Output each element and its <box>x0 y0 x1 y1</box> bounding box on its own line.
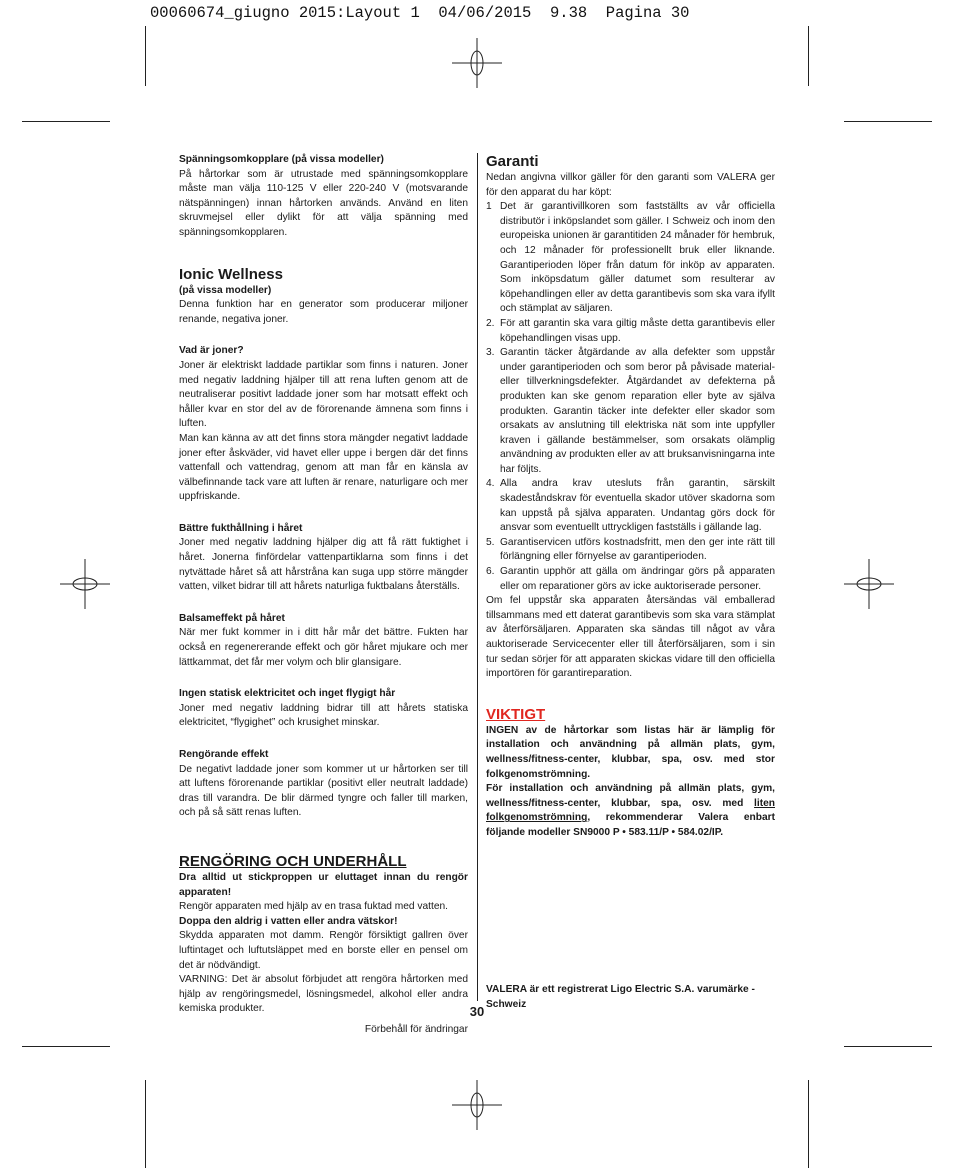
important-text-1: INGEN av de hårtorkar som listas här är lämplig för installation och användning på allmän plats, gym, wellness/fitness-center, klubbar, spa, osv. med stor folkgenomströmning. <box>486 724 775 780</box>
important-title: VIKTIGT <box>486 705 546 723</box>
cleaning-effect-text: De negativt laddade joner som kommer ut ur hårtorken ser till att luftens förorenande partiklar (positivt eller neutralt laddade) dras till varandra. De blir därmed tyngre och faller till marken, och på så sätt renas luften. <box>179 763 468 819</box>
important-text-2 <box>486 782 775 840</box>
crop-mark-bottom-left-vertical <box>145 1080 146 1168</box>
warranty-title: Garanti <box>486 153 539 170</box>
warranty-item <box>486 317 775 346</box>
warranty-item <box>486 536 775 565</box>
trademark-note-wrap <box>486 983 775 1012</box>
important-text-2b: , rekommenderar Valera enbart följande modeller SN9000 P • 583.11/P • 584.02/IP. <box>486 812 775 838</box>
reservation-note: Förbehåll för ändringar <box>364 1023 468 1035</box>
warranty-item-number: 5. <box>486 536 495 548</box>
ionic-wellness-intro: Denna funktion har en generator som producerar miljoner renande, negativa joner. <box>179 299 468 325</box>
right-column <box>486 153 775 841</box>
warranty-item-text: Garantin täcker åtgärdande av alla defekter som uppstår under garantiperioden och som beror på påvisade material- eller tillverkningsdefekter. Åtgärdandet av defekterna på produkten kan ske genom reparation eller byte av själva produkten. Garantin täcker inte defekter eller skador som orsakats av anslutning till elektriska nät som inte uppfyller kraven i gällande bestämmelser, som orsakats olämplig användning av produkten eller av att bruksanvisningarna inte har följts. <box>500 347 775 475</box>
cleaning-warning-text: VARNING: Det är absolut förbjudet att rengöra hårtorken med hjälp av rengöringsmedel, lösningsmedel, alkohol eller andra kemiska produkter. <box>179 974 468 1015</box>
ionic-wellness-title: Ionic Wellness <box>179 265 283 283</box>
crop-mark-top-right-vertical <box>808 26 809 86</box>
warranty-closing: Om fel uppstår ska apparaten återsändas väl emballerad tillsammans med ett daterat garantibevis som ska vara stämplat av återförsäljaren. Apparaten ska sändas till något av våra auktoriserade Servicecenter eller till återförsäljaren, som i sin tur sedan sörjer för att apparaten skickas vidare till den officiella importören för garantireparation. <box>486 595 775 680</box>
warranty-item <box>486 565 775 594</box>
cleaning-text-2: Skydda apparaten mot damm. Rengör försiktigt gallren över luftintaget och luftutsläppet med en borste eller en pensel om det är nödvändigt. <box>179 930 468 971</box>
ionic-wellness-subtitle: (på vissa modeller) <box>179 284 272 296</box>
warranty-item <box>486 477 775 535</box>
crop-mark-bottom-left-horizontal <box>22 1046 110 1047</box>
low-traffic-underlined: liten folkgenomströmning <box>486 797 775 824</box>
left-column <box>179 153 468 1038</box>
important-text-2a: För installation och användning på allmän plats, gym, wellness/fitness-center, klubbar, spa, osv. med <box>486 783 775 809</box>
balsam-heading: Balsameffekt på håret <box>179 612 285 624</box>
warranty-item <box>486 200 775 317</box>
static-text: Joner med negativ laddning bidrar till att hårets statiska elektricitet, “flygighet” och krusighet minskar. <box>179 702 468 729</box>
crop-mark-top-right-horizontal <box>844 121 932 122</box>
warranty-item-number: 1 <box>486 201 492 213</box>
moisture-text: Joner med negativ laddning hjälper dig att få rätt fuktighet i håret. Jonerna finfördelar vattenpartiklarna som finns i det nytvättade håret så att hårstråna kan suga upp större mängder vatten, vilket bidrar till att hårets naturliga fuktbalans återställs. <box>179 537 468 593</box>
warranty-item-number: 4. <box>486 478 495 490</box>
voltage-switch-heading: Spänningsomkopplare (på vissa modeller) <box>179 154 384 165</box>
ions-text-1: Joner är elektriskt laddade partiklar som finns i naturen. Joner med negativ laddning hjälper till att rena luften genom att de neutraliserar positivt laddade joner som har motsatt effekt och håller kvar en stor del av de förorenande ämnena som finns i luften. <box>179 359 468 430</box>
crop-mark-bottom-right-horizontal <box>844 1046 932 1047</box>
ions-heading: Vad är joner? <box>179 345 244 357</box>
static-heading: Ingen statisk elektricitet och inget flygigt hår <box>179 688 396 700</box>
printer-slug-line: 00060674_giugno 2015:Layout 1 04/06/2015 9.38 Pagina 30 <box>150 4 690 22</box>
warranty-item-text: Garantin upphör att gälla om ändringar görs på apparaten eller om reparationer görs av icke auktoriserade personer. <box>500 566 775 592</box>
cleaning-text-1: Rengör apparaten med hjälp av en trasa fuktad med vatten. <box>179 901 449 913</box>
cleaning-maintenance-title: RENGÖRING OCH UNDERHÅLL <box>179 852 407 870</box>
page-number: 30 <box>469 1004 485 1019</box>
registration-mark-bottom <box>428 1080 526 1130</box>
crop-mark-bottom-right-vertical <box>808 1080 809 1168</box>
no-immersion-warning: Doppa den aldrig i vatten eller andra vätskor! <box>179 915 398 927</box>
trademark-note: VALERA är ett registrerat Ligo Electric S.A. varumärke - Schweiz <box>486 984 755 1010</box>
voltage-switch-text: På hårtorkar som är utrustade med spänningsomkopplare måste man välja 110-125 V eller 220-240 V (motsvarande nätspänningen) innan hårtorken används. Använd en liten skruvmejsel eller dylikt för att välja spänning med spänningsomkopplaren. <box>179 168 468 238</box>
unplug-warning: Dra alltid ut stickproppen ur eluttaget innan du rengör apparaten! <box>179 871 468 898</box>
warranty-item-text: Garantiservicen utförs kostnadsfritt, men den ger inte rätt till förlängning eller förnyelse av garantiperioden. <box>500 536 775 563</box>
warranty-item-text: Det är garantivillkoren som fastställts av vår officiella distributör i inköpslandet som gäller. I Schweiz och inom den europeiska unionen är garantitiden 24 månader för hembruk, och 12 månader för professionellt bruk eller liknande. Garantiperioden löper från datum för inköp av apparaten. Som inköpsdatum gäller datumet som resulterar av köpehandlingen eller av detta garantibevis som ska vara ifyllt och stämplat av säljaren. <box>500 201 775 315</box>
warranty-item-number: 6. <box>486 566 495 578</box>
column-divider <box>477 153 478 1001</box>
balsam-text: När mer fukt kommer in i ditt hår mår det bättre. Fukten har också en regenererande effekt och gör håret mjukare och mer lättkammat, det får mer volym och blir glansigare. <box>179 627 468 668</box>
warranty-item-text: Alla andra krav utesluts från garantin, särskilt skadeståndskrav för eventuella skador utöver skadorna som kan uppstå på själva apparaten. Undantag görs dock för ansvar som eventuellt uttryckligen fastställs i gällande lag. <box>500 478 775 534</box>
cleaning-effect-heading: Rengörande effekt <box>179 749 269 760</box>
warranty-item-number: 2. <box>486 317 495 329</box>
crop-mark-top-left-horizontal <box>22 121 110 122</box>
warranty-list <box>486 200 775 594</box>
warranty-item-text: För att garantin ska vara giltig måste detta garantibevis eller köpehandlingen visas upp. <box>500 317 775 344</box>
warranty-item <box>486 346 775 477</box>
ions-text-2: Man kan känna av att det finns stora mängder negativt laddade joner efter åskväder, vid havet eller uppe i bergen där det finns vattenfall och vattendrag, genom att man får en känsla av välbefinnande tack vare att luften är renare, naturligare och mer uppfriskande. <box>179 432 468 503</box>
warranty-item-number: 3. <box>486 347 495 359</box>
registration-mark-top <box>428 38 526 88</box>
moisture-heading: Bättre fukthållning i håret <box>179 522 303 534</box>
crop-mark-top-left-vertical <box>145 26 146 86</box>
registration-mark-left <box>60 535 110 633</box>
registration-mark-right <box>844 535 894 633</box>
warranty-intro: Nedan angivna villkor gäller för den garanti som VALERA ger för den apparat du har köpt: <box>486 172 775 198</box>
